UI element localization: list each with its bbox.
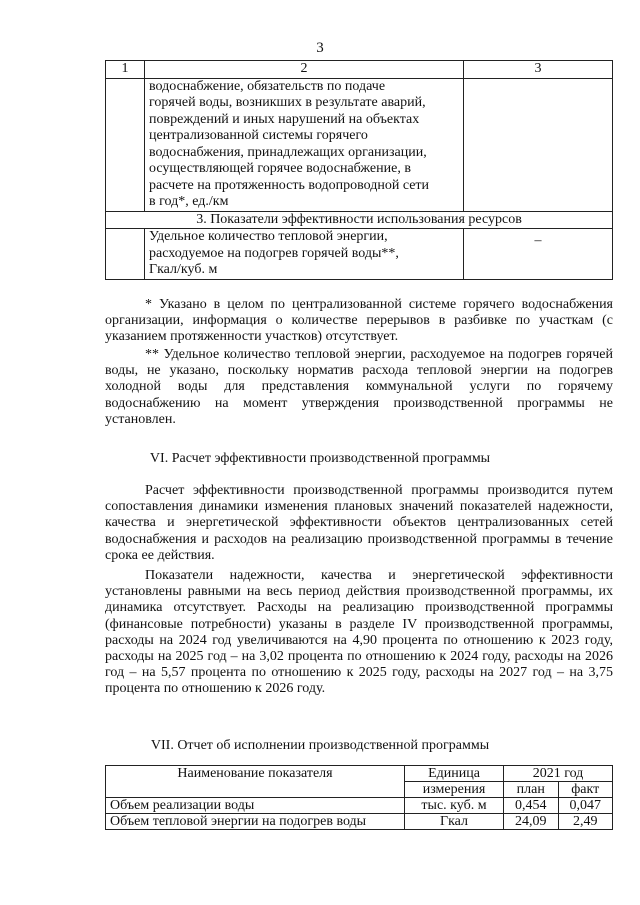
header-plan: план: [504, 782, 559, 798]
header-unit-line-1: Единица: [405, 766, 504, 782]
footnote-2: ** Удельное количество тепловой энергии, расходуемое на подогрев горячей воды, не указано, поскольку норматив расхода тепловой энергии на подогрев холодной воды для представления коммунальной услуги по горячему водоснабжению на момент утверждения производственной программы не установлен.: [105, 347, 613, 427]
table-row: [106, 78, 613, 211]
section-vi-title: VI. Расчет эффективности производственной программы: [149, 451, 491, 466]
row-unit: Гкал: [405, 814, 504, 830]
table-row: [106, 798, 613, 814]
table-row: [106, 814, 613, 830]
section-title-row: [106, 211, 613, 229]
footnote-1: * Указано в целом по централизованной системе горячего водоснабжения организации, информация о количестве перерывов в разбивке по участкам (с указанием протяженности участков) отсутствует.: [105, 297, 613, 345]
header-name: Наименование показателя: [106, 766, 405, 798]
row-name: Объем тепловой энергии на подогрев воды: [106, 814, 405, 830]
section-vi-para-2: Показатели надежности, качества и энергетической эффективности установлены равными на весь период действия производственной программы, их динамика отсутствует. Расходы на реализацию производственной программы (финансовые потребности) указаны в разделе IV производственной программы, расходы на 2024 год увеличиваются на 4,90 процента по отношению к 2023 году, расходы на 2025 год – на 3,02 процента по отношению к 2024 году, расходы на 2026 год – на 5,57 процента по отношению к 2025 году, расходы на 2027 год – на 3,75 процента по отношению к 2026 году.: [105, 568, 613, 697]
row-plan: 0,454: [504, 798, 559, 814]
table-header-row: [106, 766, 613, 782]
row-unit: тыс. куб. м: [405, 798, 504, 814]
row-name: Объем реализации воды: [106, 798, 405, 814]
header-col-2: 2: [145, 61, 464, 79]
row-continuation-value: [464, 78, 613, 211]
report-table: [105, 765, 613, 830]
header-col-1: 1: [106, 61, 145, 79]
row-fact: 0,047: [558, 798, 613, 814]
row-fact: 2,49: [558, 814, 613, 830]
row-heat-text: Удельное количество тепловой энергии, расходуемое на подогрев горячей воды**, Гкал/куб. м: [145, 229, 464, 280]
page-number: 3: [316, 40, 324, 56]
table-row: [106, 229, 613, 280]
row-continuation-text: водоснабжение, обязательств по подаче горячей воды, возникших в результате аварий, повреждений и иных нарушений на объектах централизованной системы горячего водоснабжения, принадлежащих организации, осуществляющей горячее водоснабжение, в расчете на протяженность водопроводной сети в год*, ед./км: [145, 78, 464, 211]
section-title: 3. Показатели эффективности использования ресурсов: [106, 211, 613, 229]
section-vi-para-1: Расчет эффективности производственной программы производится путем сопоставления динамики изменения плановых значений показателей надежности, качества и энергетической эффективности объектов централизованных сетей водоснабжения и расходов на реализацию производственной программы в течение срока ее действия.: [105, 483, 613, 563]
indicators-table: [105, 60, 613, 280]
header-unit-line-2: измерения: [405, 782, 504, 798]
header-year: 2021 год: [504, 766, 613, 782]
header-fact: факт: [558, 782, 613, 798]
row-heat-value: –: [464, 229, 613, 280]
header-col-3: 3: [464, 61, 613, 79]
section-vii-title: VII. Отчет об исполнении производственной программы: [150, 738, 490, 753]
row-plan: 24,09: [504, 814, 559, 830]
table-header-row: [106, 61, 613, 79]
